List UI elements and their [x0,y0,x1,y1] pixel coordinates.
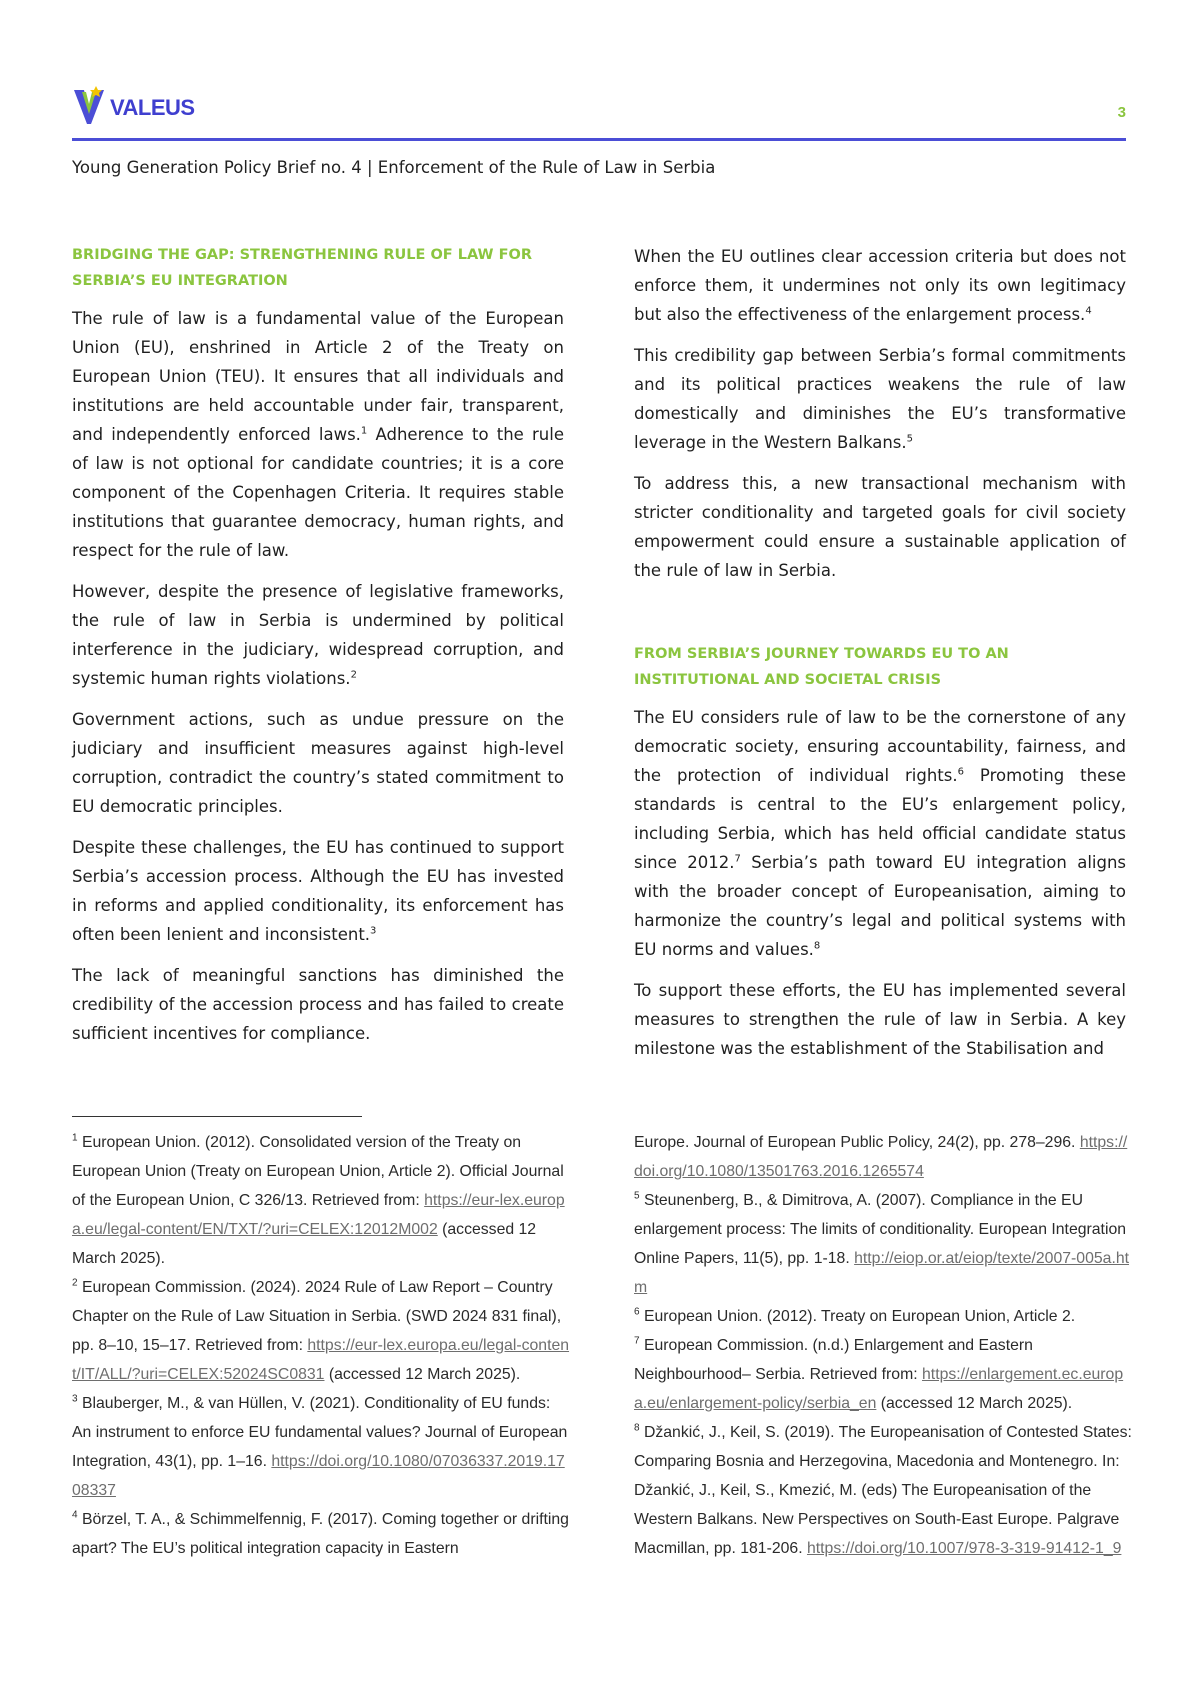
section-heading-bridging-gap: BRIDGING THE GAP: STRENGTHENING RULE OF LAW FOR SERBIA’S EU INTEGRATION [72,247,532,289]
page-header [72,84,1126,144]
footnote-ref[interactable]: 2 [350,669,357,681]
paragraph: The EU considers rule of law to be the cornerstone of any democratic society, ensuring accountability, fairness, and the protection of individual rights.$^6$ Promoting these standards is central to the EU’s enlargement policy, including Serbia, which has held official candidate status since 2012.$^7$ Serbia’s path toward EU integration aligns with the broader concept of Europeanisation, aiming to harmonize the country’s legal and political systems with EU norms and values.$^8$ [634,708,1127,959]
paragraph: However, despite the presence of legislative frameworks, the rule of law in Serbia is undermined by political interference in the judiciary, widespread corruption, and systemic human rights violations.$^2$ [72,582,564,688]
section-heading-serbia-journey: FROM SERBIA’S JOURNEY TOWARDS EU TO AN INSTITUTIONAL AND SOCIETAL CRISIS [634,646,1009,688]
valeus-logo-icon [72,84,106,128]
footnote-separator [72,1116,362,1117]
footnote-link[interactable]: https://enlargement.ec.europa.eu/enlargement-policy/serbia_en [634,1366,1124,1412]
footnote: $^2$ European Commission. (2024). 2024 Rule of Law Report – Country Chapter on the Rule of Law Situation in Serbia. (SWD 2024 831 final), pp. 8–10, 15–17. Retrieved from: https://eur-lex.europa.eu/legal-content/IT/ALL/?uri=CELEX:52024SC0831 (accessed 12 March 2025). [72,1277,570,1383]
left-column [72,242,564,1060]
footnote-link[interactable]: https://doi.org/10.1007/978-3-319-91412-1_9 [806,1540,1122,1557]
paragraph: When the EU outlines clear accession criteria but does not enforce them, it undermines not only its own legitimacy but also the effectiveness of the enlargement process.$^4$ [634,247,1126,324]
paragraph: The lack of meaningful sanctions has diminished the credibility of the accession process and has failed to create sufficient incentives for compliance. [72,966,564,1043]
footnote-link[interactable]: https://doi.org/10.1080/07036337.2019.1708337 [72,1453,565,1499]
footnote: Europe. Journal of European Public Policy, 24(2), pp. 278–296. https://doi.org/10.1080/13501763.2016.1265574 [634,1134,1128,1180]
footnote-ref[interactable]: 7 [734,853,741,865]
footnote-ref[interactable]: 8 [813,940,821,952]
footnote-ref[interactable]: 1 [360,425,368,437]
footnote: $^7$ European Commission. (n.d.) Enlargement and Eastern Neighbourhood– Serbia. Retrieved from: https://enlargement.ec.europa.eu/enlargement-policy/serbia_en (accessed 12 March 2025). [634,1335,1124,1412]
footnote-link[interactable]: https://eur-lex.europa.eu/legal-content/EN/TXT/?uri=CELEX:12012M002 [72,1192,565,1238]
logo-wordmark: VALEUS [110,95,195,120]
footnote-ref[interactable]: 3 [370,925,377,937]
footnote: $^5$ Steunenberg, B., & Dimitrova, A. (2007). Compliance in the EU enlargement process: The limits of conditionality. European Integration Online Papers, 11(5), pp. 1-18. http://eiop.or.at/eiop/texte/2007-005a.htm [634,1190,1130,1296]
paragraph: This credibility gap between Serbia’s formal commitments and its political practices weakens the rule of law domestically and diminishes the EU’s transformative leverage in the Western Balkans.$^5$ [634,346,1126,452]
footnotes-left [72,1128,572,1563]
paragraph: To address this, a new transactional mechanism with stricter conditionality and targeted goals for civil society empowerment could ensure a sustainable application of the rule of law in Serbia. [634,474,1126,580]
paragraph: To support these efforts, the EU has implemented several measures to strengthen the rule of law in Serbia. A key milestone was the establishment of the Stabilisation and [634,981,1126,1058]
footnote-link[interactable]: http://eiop.or.at/eiop/texte/2007-005a.htm [634,1250,1130,1296]
footnote: $^6$ European Union. (2012). Treaty on European Union, Article 2. [634,1306,1076,1325]
footnote: $^1$ European Union. (2012). Consolidated version of the Treaty on European Union (Treaty on European Union, Article 2). Official Journal of the European Union, C 326/13. Retrieved from: https://eur-lex.europa.eu/legal-content/EN/TXT/?uri=CELEX:12012M002 (accessed 12 March 2025). [72,1132,565,1267]
footnote-ref[interactable]: 6 [957,766,964,778]
footnote-link[interactable]: https://doi.org/10.1080/13501763.2016.1265574 [634,1134,1128,1180]
header-rule [72,138,1126,141]
paragraph: Government actions, such as undue pressure on the judiciary and insufficient measures against high-level corruption, contradict the country’s stated commitment to EU democratic principles. [72,710,564,816]
footnote-ref[interactable]: 4 [1085,305,1092,317]
running-title: Young Generation Policy Brief no. 4 | Enforcement of the Rule of Law in Serbia [72,158,716,177]
footnote: $^8$ Džankić, J., Keil, S. (2019). The Europeanisation of Contested States: Comparing Bosnia and Herzegovina, Macedonia and Montenegro. In: Džankić, J., Keil, S., Kmezić, M. (eds) The Europeanisation of the Western Balkans. New Perspectives on South-East Europe. Palgrave Macmillan, pp. 181-206. https://doi.org/10.1007/978-3-319-91412-1_9 [634,1422,1132,1557]
footnotes-right [634,1128,1134,1563]
footnote: $^4$ Börzel, T. A., & Schimmelfennig, F. (2017). Coming together or drifting apart? The EU’s political integration capacity in Eastern [72,1509,569,1557]
page-number: 3 [1117,104,1126,121]
footnote-ref[interactable]: 5 [906,433,914,445]
paragraph: Despite these challenges, the EU has continued to support Serbia’s accession process. Although the EU has invested in reforms and applied conditionality, its enforcement has often been lenient and inconsistent.$^3$ [72,838,564,944]
footnote-link[interactable]: https://eur-lex.europa.eu/legal-content/IT/ALL/?uri=CELEX:52024SC0831 [72,1337,570,1383]
paragraph: The rule of law is a fundamental value of the European Union (EU), enshrined in Article 2 of the Treaty on European Union (TEU). It ensures that all individuals and institutions are held accountable under fair, transparent, and independently enforced laws.$^1$ Adherence to the rule of law is not optional for candidate countries; it is a core component of the Copenhagen Criteria. It requires stable institutions that guarantee democracy, human rights, and respect for the rule of law. [72,309,564,560]
valeus-logo [72,84,195,128]
right-column [634,242,1126,1075]
footnote: $^3$ Blauberger, M., & van Hüllen, V. (2021). Conditionality of EU funds: An instrument to enforce EU fundamental values? Journal of European Integration, 43(1), pp. 1–16. https://doi.org/10.1080/07036337.2019.1708337 [72,1393,568,1499]
